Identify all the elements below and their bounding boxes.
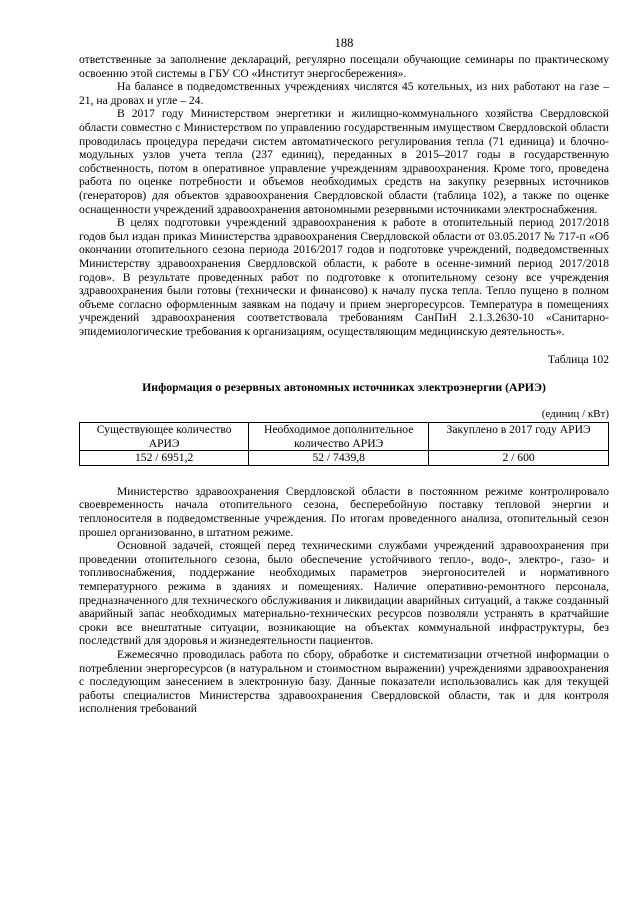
table-row	[80, 451, 609, 466]
header-purchased: Закуплено в 2017 году АРИЭ	[429, 423, 609, 451]
cell-existing: 152 / 6951,2	[80, 451, 249, 466]
table-units: (единиц / кВт)	[541, 408, 609, 421]
ariae-table	[79, 422, 609, 466]
paragraph-monthly-work: Ежемесячно проводилась работа по сбору, обработке и систематизации отчетной информации о потреблении энергоресурсов (в натуральном и стоимостном выражении) учреждениями здравоохранения с последующим занесением в электронную базу. Данные показатели использовались как для текущей работы специалистов Министерства здравоохранения Свердловской области, так и для контроля исполнения требований	[79, 647, 609, 716]
paragraph-heating-season: В целях подготовки учреждений здравоохранения к работе в отопительный период 2017/2018 годов был издан приказ Министерства здравоохранения Свердловской области от 03.05.2017 № 717-п «Об окончании отопительного сезона периода 2016/2017 годов и подготовке учреждений, подведомственных Министерству здравоохранения Свердловской области, к работе в осенне-зимний период 2017/2018 годов». В результате проведенных работ по подготовке к отопительному сезону все учреждения здравоохранения были готовы (технически и финансово) к началу пуска тепла. Тепло пущено в полном объеме согласно оформленным заявкам на подачу и прием энергоресурсов. Температура в помещениях учреждений здравоохранения соответствовала требованиям СанПиН 2.1.3.2630-10 «Санитарно-эпидемиологические требования к организациям, осуществляющим медицинскую деятельность».	[79, 216, 609, 338]
page-number: 188	[334, 36, 354, 50]
paragraph-control: Министерство здравоохранения Свердловской области в постоянном режиме контролировало своевременность начала отопительного сезона, бесперебойную поставку тепловой энергии и теплоносителя в подведомственные учреждения. По итогам проведенного анализа, отопительный сезон прошел организованно, в штатном режиме.	[79, 484, 609, 539]
paragraph-continuation: ответственные за заполнение деклараций, регулярно посещали обучающие семинары по практическому освоению этой системы в ГБУ СО «Институт энергосбережения».	[79, 53, 609, 80]
table-label: Таблица 102	[547, 353, 609, 367]
paragraph-transfer: В 2017 году Министерством энергетики и жилищно-коммунального хозяйства Свердловской области совместно с Министерством по управлению государственным имуществом Свердловской области проводилась процедура передачи систем автоматического регулирования тепла (71 единица) и блочно-модульных узлов учета тепла (237 единиц), переданных в 2015–2017 годы в государственную собственность, потом в оперативное управление учреждениям здравоохранения. Кроме того, проведена работа по оценке потребности и объемов необходимых средств на закупку резервных источников (генераторов) для объектов здравоохранения Свердловской области (таблица 102), а также по оценке оснащенности учреждений здравоохранения автономными резервными источниками электроснабжения.	[79, 107, 609, 216]
document-page	[79, 36, 609, 716]
table-title: Информация о резервных автономных источниках электроэнергии (АРИЭ)	[142, 380, 546, 395]
table-header-row	[80, 423, 609, 451]
cell-needed: 52 / 7439,8	[249, 451, 429, 466]
cell-purchased: 2 / 600	[429, 451, 609, 466]
header-existing: Существующее количество АРИЭ	[80, 423, 249, 451]
paragraph-main-task: Основной задачей, стоящей перед техническими службами учреждений здравоохранения при проведении отопительного сезона, было обеспечение устойчивого тепло-, водо-, электро-, газо- и топливоснабжения, поддержание необходимых параметров энергоносителей и нормативного температурного режима в зданиях и помещениях. Наличие оперативно-ремонтного персонала, предназначенного для технического обслуживания и ликвидации аварийных ситуаций, а также созданный аварийный запас необходимых материально-технических ресурсов позволяли устранять в кратчайшие сроки все внештатные ситуации, возникающие на объектах коммунальной инфраструктуры, без последствий для здоровья и жизнедеятельности пациентов.	[79, 539, 609, 648]
paragraph-boilers: На балансе в подведомственных учреждениях числятся 45 котельных, из них работают на газе – 21, на дровах и угле – 24.	[79, 80, 609, 107]
header-needed: Необходимое дополнительное количество АРИЭ	[249, 423, 429, 451]
